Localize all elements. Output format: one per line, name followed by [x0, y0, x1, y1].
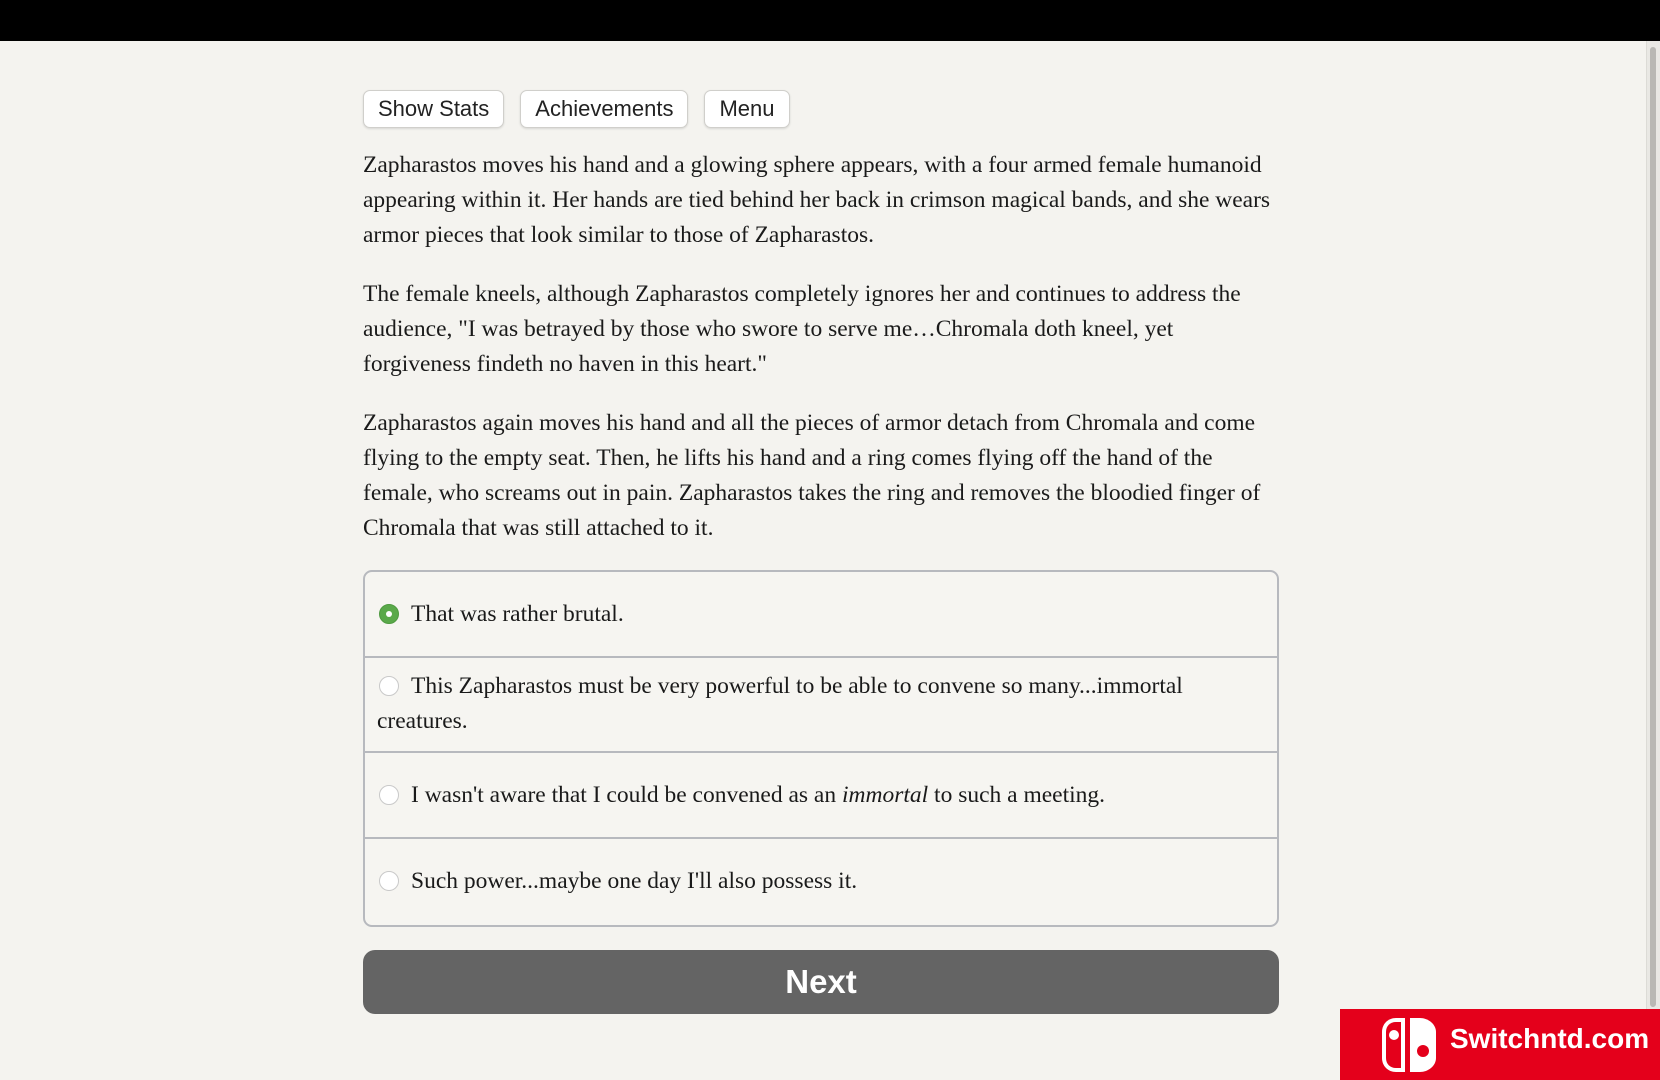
choice-label: That was rather brutal. — [411, 601, 624, 627]
radio-icon[interactable] — [379, 676, 399, 696]
choice-option-2[interactable] — [365, 658, 1277, 753]
toolbar — [363, 90, 1279, 128]
choice-list — [363, 570, 1279, 927]
radio-selected-icon[interactable] — [379, 604, 399, 624]
scrollbar[interactable] — [1646, 41, 1660, 1080]
radio-icon[interactable] — [379, 871, 399, 891]
radio-icon[interactable] — [379, 785, 399, 805]
choice-label-end: to such a meeting. — [928, 782, 1106, 808]
watermark-text: Switchntd.com — [1450, 1023, 1650, 1054]
story-paragraph: The female kneels, although Zapharastos completely ignores her and continues to address the audience, "I was betrayed by those who swore to serve me…Chromala doth kneel, yet forgiveness findeth no haven in this heart." — [363, 281, 1241, 377]
choice-label: Such power...maybe one day I'll also possess it. — [411, 868, 858, 894]
choice-option-4[interactable] — [365, 839, 1277, 925]
story-paragraph: Zapharastos moves his hand and a glowing sphere appears, with a four armed female humanoid appearing within it. Her hands are tied behind her back in crimson magical bands, and she wears armor pieces that look similar to those of Zapharastos. — [363, 152, 1271, 248]
achievements-button[interactable]: Achievements — [520, 90, 688, 128]
show-stats-button[interactable]: Show Stats — [363, 90, 504, 128]
main-content — [363, 90, 1279, 1014]
choice-label: This Zapharastos must be very powerful to be able to convene so many...immortal creatures. — [377, 673, 1183, 734]
watermark-badge — [1340, 1009, 1660, 1080]
scrollbar-thumb[interactable] — [1650, 47, 1656, 1007]
choice-label-emphasis: immortal — [841, 782, 929, 808]
menu-button[interactable]: Menu — [704, 90, 789, 128]
choice-label-start: I wasn't aware that I could be convened as an — [411, 782, 842, 808]
window-top-bar — [0, 0, 1660, 41]
next-button[interactable]: Next — [363, 950, 1279, 1014]
nintendo-switch-logo-icon — [1379, 1015, 1439, 1075]
story-paragraph: Zapharastos again moves his hand and all the pieces of armor detach from Chromala and come flying to the empty seat. Then, he lifts his hand and a ring comes flying off the hand of the female, who screams out in pain. Zapharastos takes the ring and removes the bloodied finger of Chromala that was still attached to it. — [363, 410, 1261, 541]
story-passage — [363, 148, 1279, 546]
choice-option-1[interactable] — [365, 572, 1277, 658]
choice-option-3[interactable] — [365, 753, 1277, 839]
